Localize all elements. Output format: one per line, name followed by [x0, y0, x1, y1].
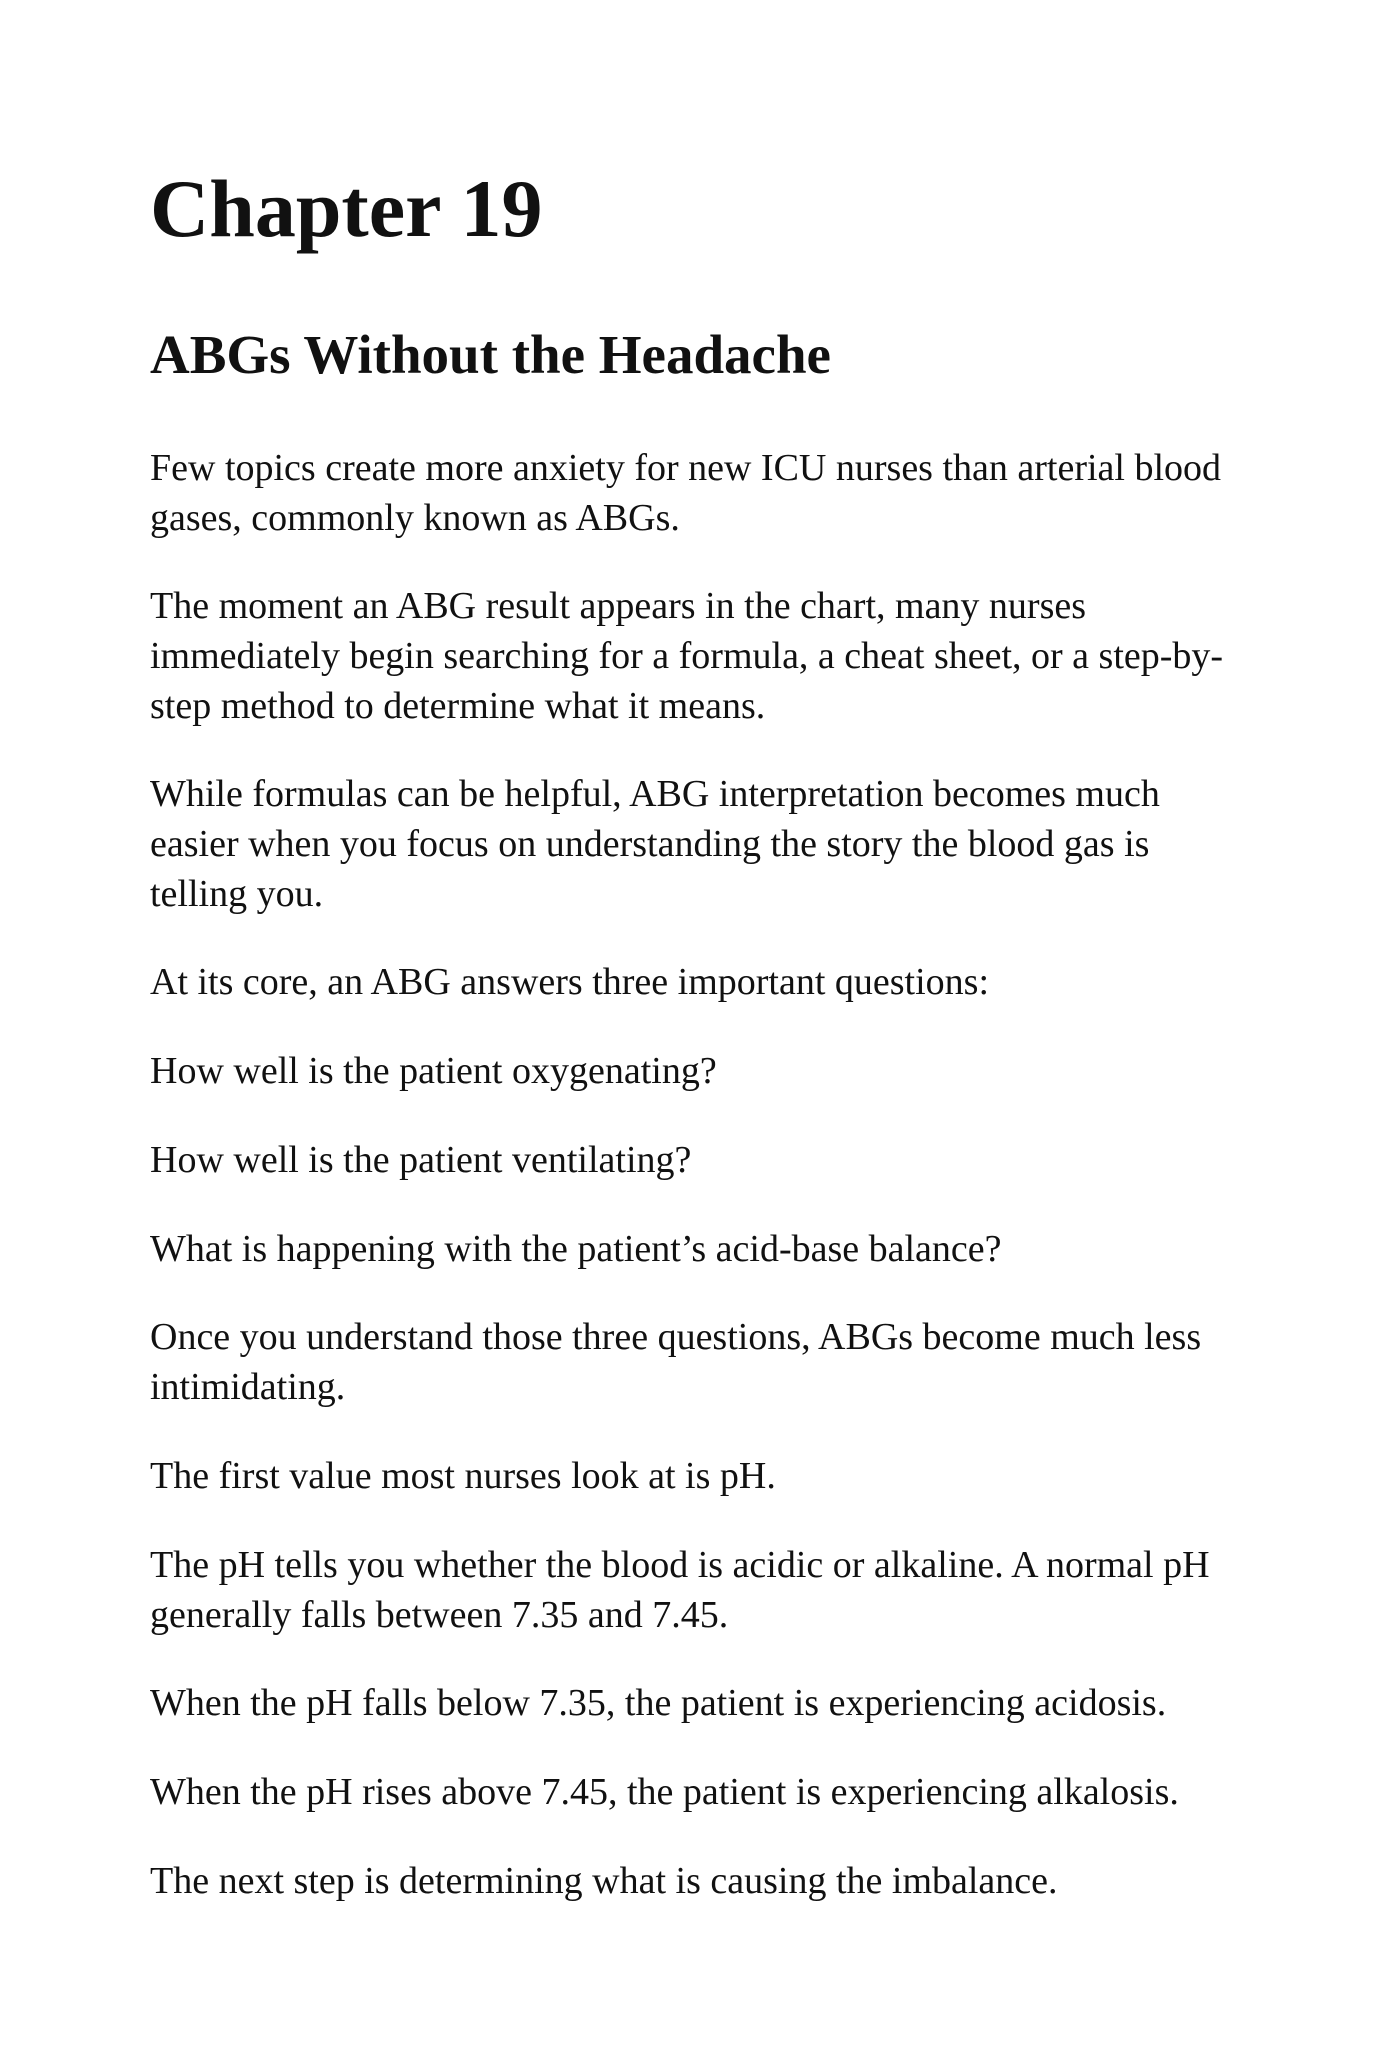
- paragraph-line: What is happening with the patient’s acid-base balance?: [150, 1228, 1002, 1270]
- paragraph-line: generally falls between 7.35 and 7.45.: [150, 1594, 729, 1636]
- paragraph-line: telling you.: [150, 873, 324, 915]
- paragraph-line: How well is the patient oxygenating?: [150, 1050, 717, 1092]
- paragraph-abg-result: [150, 581, 1290, 731]
- paragraph-line: easier when you focus on understanding the story the blood gas is: [150, 823, 1150, 865]
- paragraph-line: intimidating.: [150, 1366, 346, 1408]
- chapter-title: ABGs Without the Headache: [150, 324, 831, 385]
- paragraph-line: The moment an ABG result appears in the chart, many nurses: [150, 585, 1087, 627]
- paragraph-line: When the pH rises above 7.45, the patient is experiencing alkalosis.: [150, 1771, 1179, 1813]
- paragraph-formulas: [150, 769, 1290, 919]
- question-acid-base: [150, 1224, 1290, 1274]
- paragraph-intro: [150, 443, 1290, 543]
- paragraph-line: The first value most nurses look at is pH.: [150, 1455, 776, 1497]
- paragraph-line: The next step is determining what is causing the imbalance.: [150, 1860, 1058, 1902]
- paragraph-line: Few topics create more anxiety for new ICU nurses than arterial blood: [150, 447, 1222, 489]
- paragraph-line: Once you understand those three questions, ABGs become much less: [150, 1316, 1202, 1358]
- paragraph-three-questions: [150, 957, 1290, 1007]
- paragraph-acidosis: [150, 1678, 1290, 1728]
- paragraph-line: gases, commonly known as ABGs.: [150, 497, 680, 539]
- question-ventilating: [150, 1135, 1290, 1185]
- question-oxygenating: [150, 1046, 1290, 1096]
- paragraph-alkalosis: [150, 1767, 1290, 1817]
- paragraph-line: immediately begin searching for a formula, a cheat sheet, or a step-by-: [150, 635, 1224, 677]
- paragraph-first-value: [150, 1451, 1290, 1501]
- paragraph-line: step method to determine what it means.: [150, 685, 766, 727]
- chapter-label: Chapter 19: [150, 163, 543, 254]
- paragraph-line: How well is the patient ventilating?: [150, 1139, 692, 1181]
- paragraph-line: The pH tells you whether the blood is acidic or alkaline. A normal pH: [150, 1544, 1210, 1586]
- paragraph-ph-definition: [150, 1540, 1290, 1640]
- paragraph-intimidating: [150, 1312, 1290, 1412]
- paragraph-line: When the pH falls below 7.35, the patient is experiencing acidosis.: [150, 1682, 1167, 1724]
- paragraph-line: At its core, an ABG answers three important questions:: [150, 961, 990, 1003]
- paragraph-next-step: [150, 1856, 1290, 1906]
- paragraph-line: While formulas can be helpful, ABG interpretation becomes much: [150, 773, 1160, 815]
